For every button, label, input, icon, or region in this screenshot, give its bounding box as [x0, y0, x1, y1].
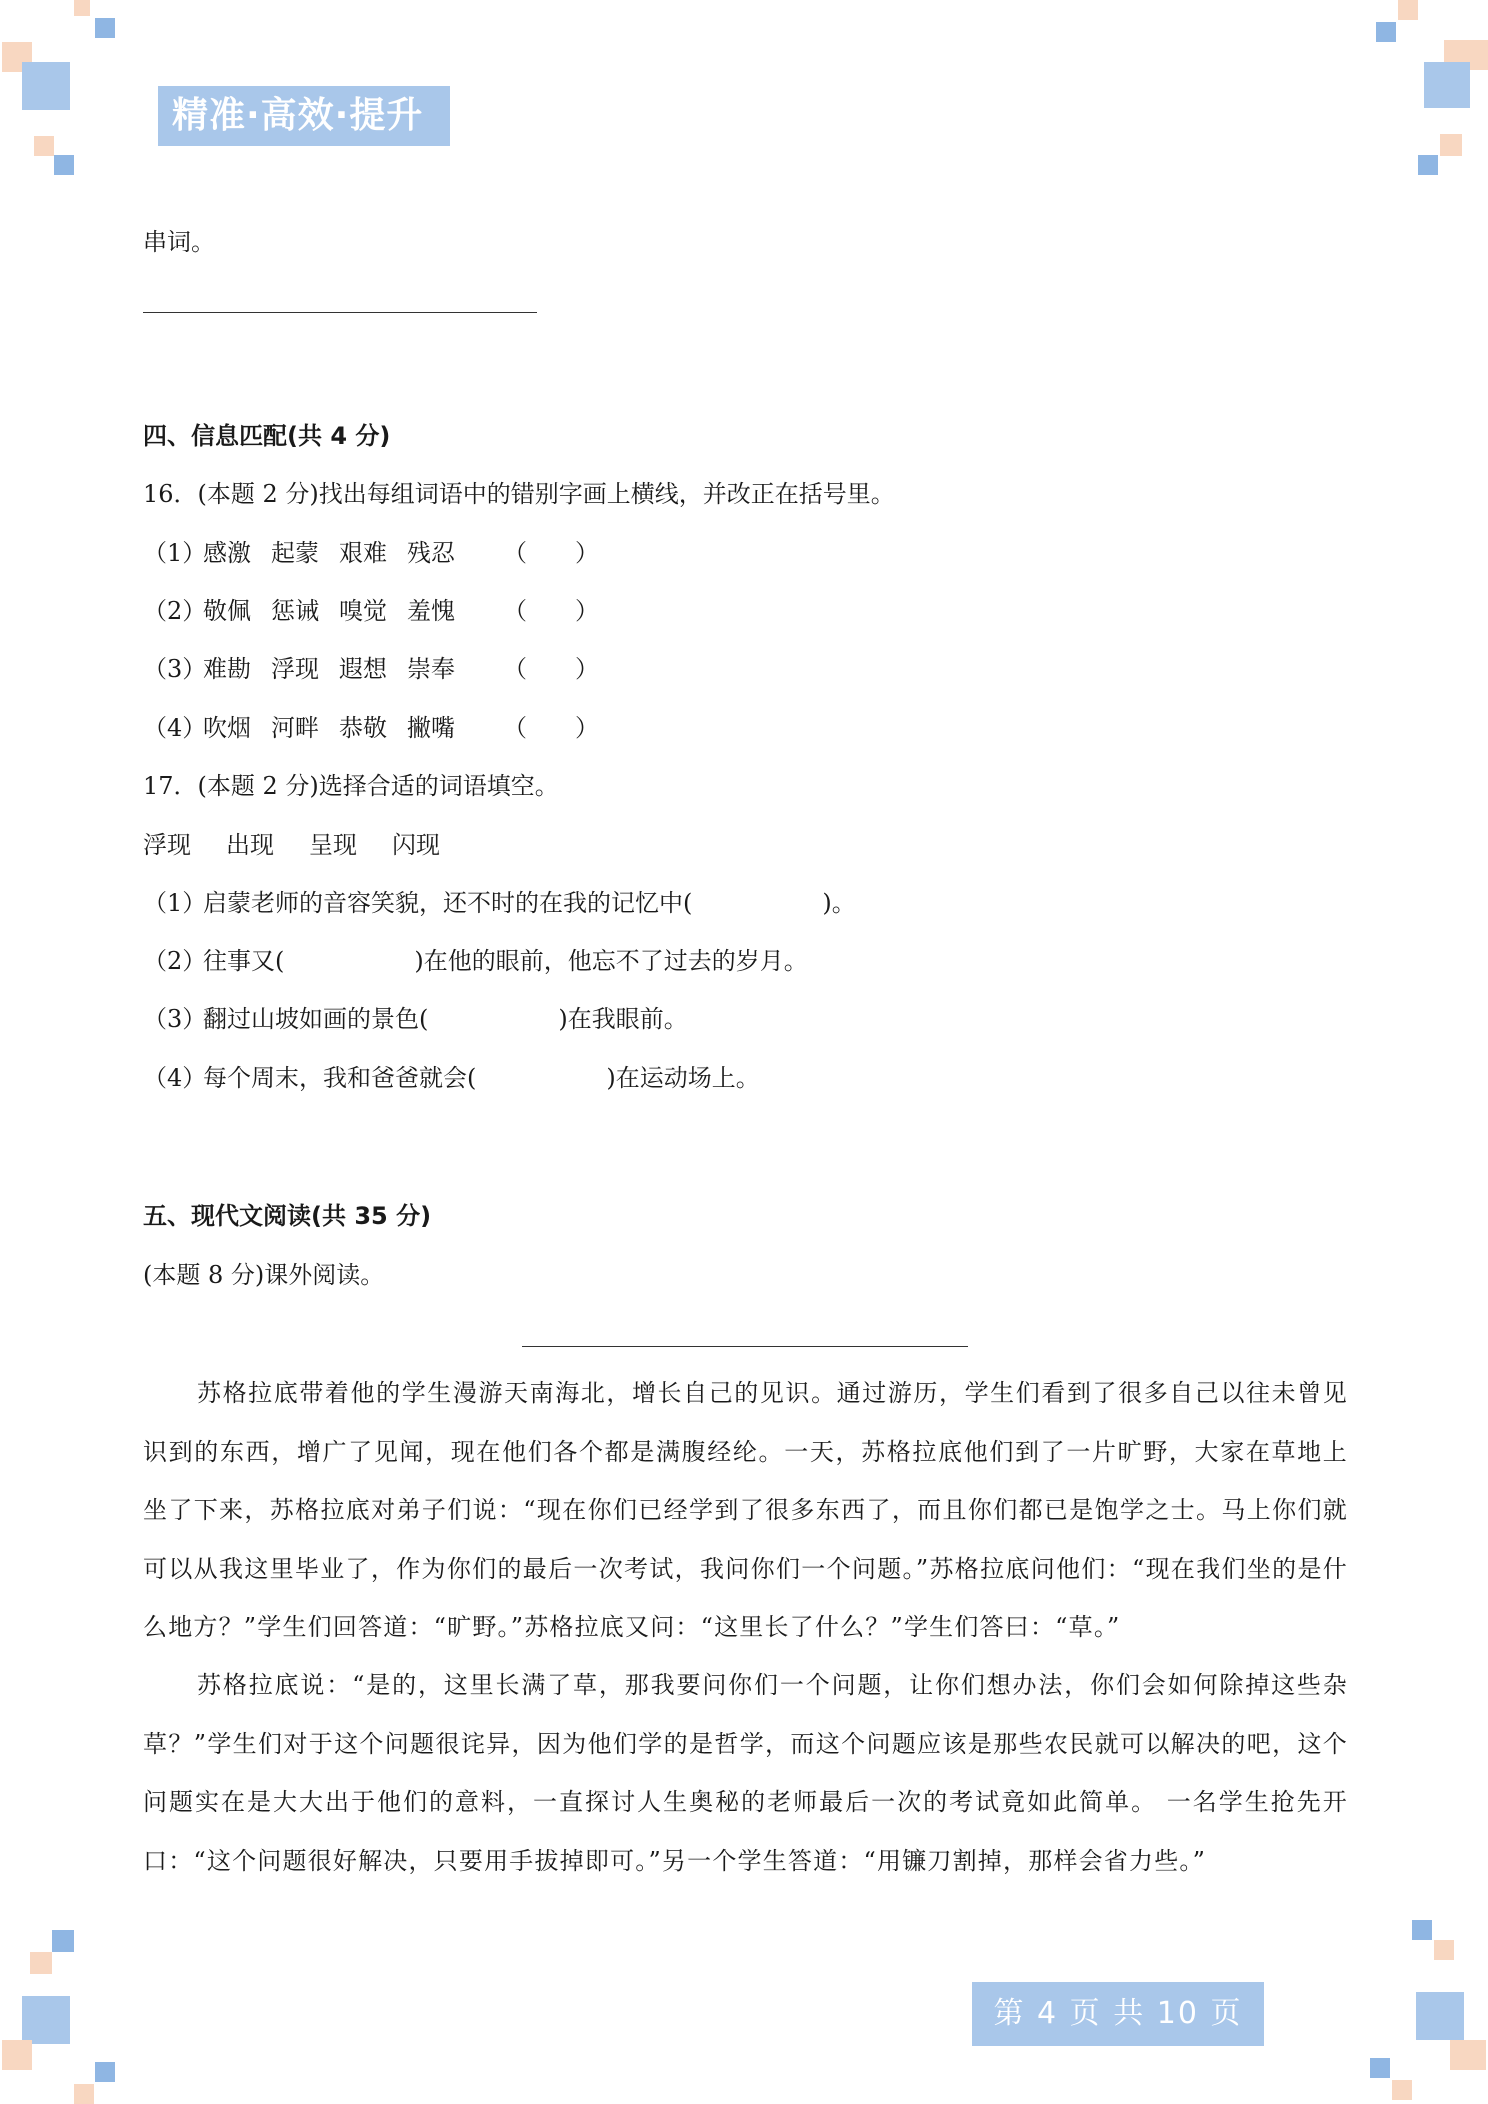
- word: 河畔: [271, 714, 319, 742]
- q17-options: [143, 829, 440, 861]
- sentence-before: 每个周末，我和爸爸就会(: [203, 1064, 477, 1092]
- option-word: 呈现: [309, 831, 357, 859]
- q17-stem: 17．(本题 2 分)选择合适的词语填空。: [143, 772, 559, 800]
- passage-paragraph: 苏格拉底说：“是的，这里长满了草，那我要问你们一个问题，让你们想办法，你们会如何除掉这些杂草？”学生们对于这个问题很诧异，因为他们学的是哲学，而这个问题应该是那些农民就可以解决的吧，这个问题实在是大大出于他们的意料，一直探讨人生奥秘的老师最后一次的考试竟如此简单。 一名学生抢先开口：“这个问题很好解决，只要用手拔掉即可。”另一个学生答道：“用镰刀割掉，那样会省力些。”: [143, 1671, 1348, 1875]
- item-number: （3）: [143, 1005, 207, 1033]
- answer-parentheses[interactable]: （ ）: [503, 597, 599, 625]
- word: 敬佩: [203, 597, 251, 625]
- word: 嗅觉: [339, 597, 387, 625]
- word: 浮现: [271, 655, 319, 683]
- q16-stem: 16．(本题 2 分)找出每组词语中的错别字画上横线，并改正在括号里。: [143, 480, 895, 508]
- passage-title-blank[interactable]: [522, 1346, 968, 1347]
- section-4-title: 四、信息匹配(共 4 分): [143, 422, 391, 450]
- q16-item: [143, 712, 599, 744]
- word: 撇嘴: [407, 714, 455, 742]
- word: 恭敬: [339, 714, 387, 742]
- word: 残忍: [407, 539, 455, 567]
- sentence-before: 往事又(: [203, 947, 285, 975]
- word: 崇奉: [407, 655, 455, 683]
- q16-item: [143, 653, 599, 685]
- item-number: （4）: [143, 714, 207, 742]
- page-number: 第 4 页 共 10 页: [972, 1982, 1264, 2046]
- word: 惩诫: [271, 597, 319, 625]
- sentence-after: )在他的眼前，他忘不了过去的岁月。: [414, 947, 808, 975]
- section-5-title: 五、现代文阅读(共 35 分): [143, 1202, 432, 1230]
- sentence-before: 翻过山坡如画的景色(: [203, 1005, 429, 1033]
- q17-item: [143, 887, 856, 919]
- item-number: （1）: [143, 539, 207, 567]
- option-word: 闪现: [392, 831, 440, 859]
- q16-item: [143, 537, 599, 569]
- word: 感激: [203, 539, 251, 567]
- word: 难勘: [203, 655, 251, 683]
- item-number: （2）: [143, 597, 207, 625]
- passage-paragraph: 苏格拉底带着他的学生漫游天南海北，增长自己的见识。通过游历，学生们看到了很多自己以往未曾见识到的东西，增广了见闻，现在他们各个都是满腹经纶。一天，苏格拉底他们到了一片旷野，大家在草地上坐了下来，苏格拉底对弟子们说：“现在你们已经学到了很多东西了，而且你们都已是饱学之士。马上你们就可以从我这里毕业了，作为你们的最后一次考试，我问你们一个问题。”苏格拉底问他们：“现在我们坐的是什么地方？”学生们回答道：“旷野。”苏格拉底又问：“这里长了什么？”学生们答曰：“草。”: [143, 1379, 1348, 1641]
- sentence-after: )在我眼前。: [558, 1005, 688, 1033]
- word: 起蒙: [271, 539, 319, 567]
- answer-parentheses[interactable]: （ ）: [503, 539, 599, 567]
- previous-question-tail: 串词。: [143, 228, 215, 256]
- brand-banner: 精准·高效·提升: [158, 86, 450, 146]
- q17-item: [143, 945, 808, 977]
- sentence-after: )。: [822, 889, 856, 917]
- item-number: （3）: [143, 655, 207, 683]
- item-number: （1）: [143, 889, 207, 917]
- q17-item: [143, 1062, 760, 1094]
- word: 遐想: [339, 655, 387, 683]
- word: 吹烟: [203, 714, 251, 742]
- word: 羞愧: [407, 597, 455, 625]
- answer-parentheses[interactable]: （ ）: [503, 714, 599, 742]
- answer-parentheses[interactable]: （ ）: [503, 655, 599, 683]
- option-word: 出现: [226, 831, 274, 859]
- answer-blank-line: [143, 312, 537, 313]
- item-number: （4）: [143, 1064, 207, 1092]
- section-5-intro: (本题 8 分)课外阅读。: [143, 1261, 385, 1289]
- q17-item: [143, 1003, 688, 1035]
- q16-item: [143, 595, 599, 627]
- option-word: 浮现: [143, 831, 191, 859]
- sentence-before: 启蒙老师的音容笑貌，还不时的在我的记忆中(: [203, 889, 693, 917]
- sentence-after: )在运动场上。: [606, 1064, 760, 1092]
- item-number: （2）: [143, 947, 207, 975]
- word: 艰难: [339, 539, 387, 567]
